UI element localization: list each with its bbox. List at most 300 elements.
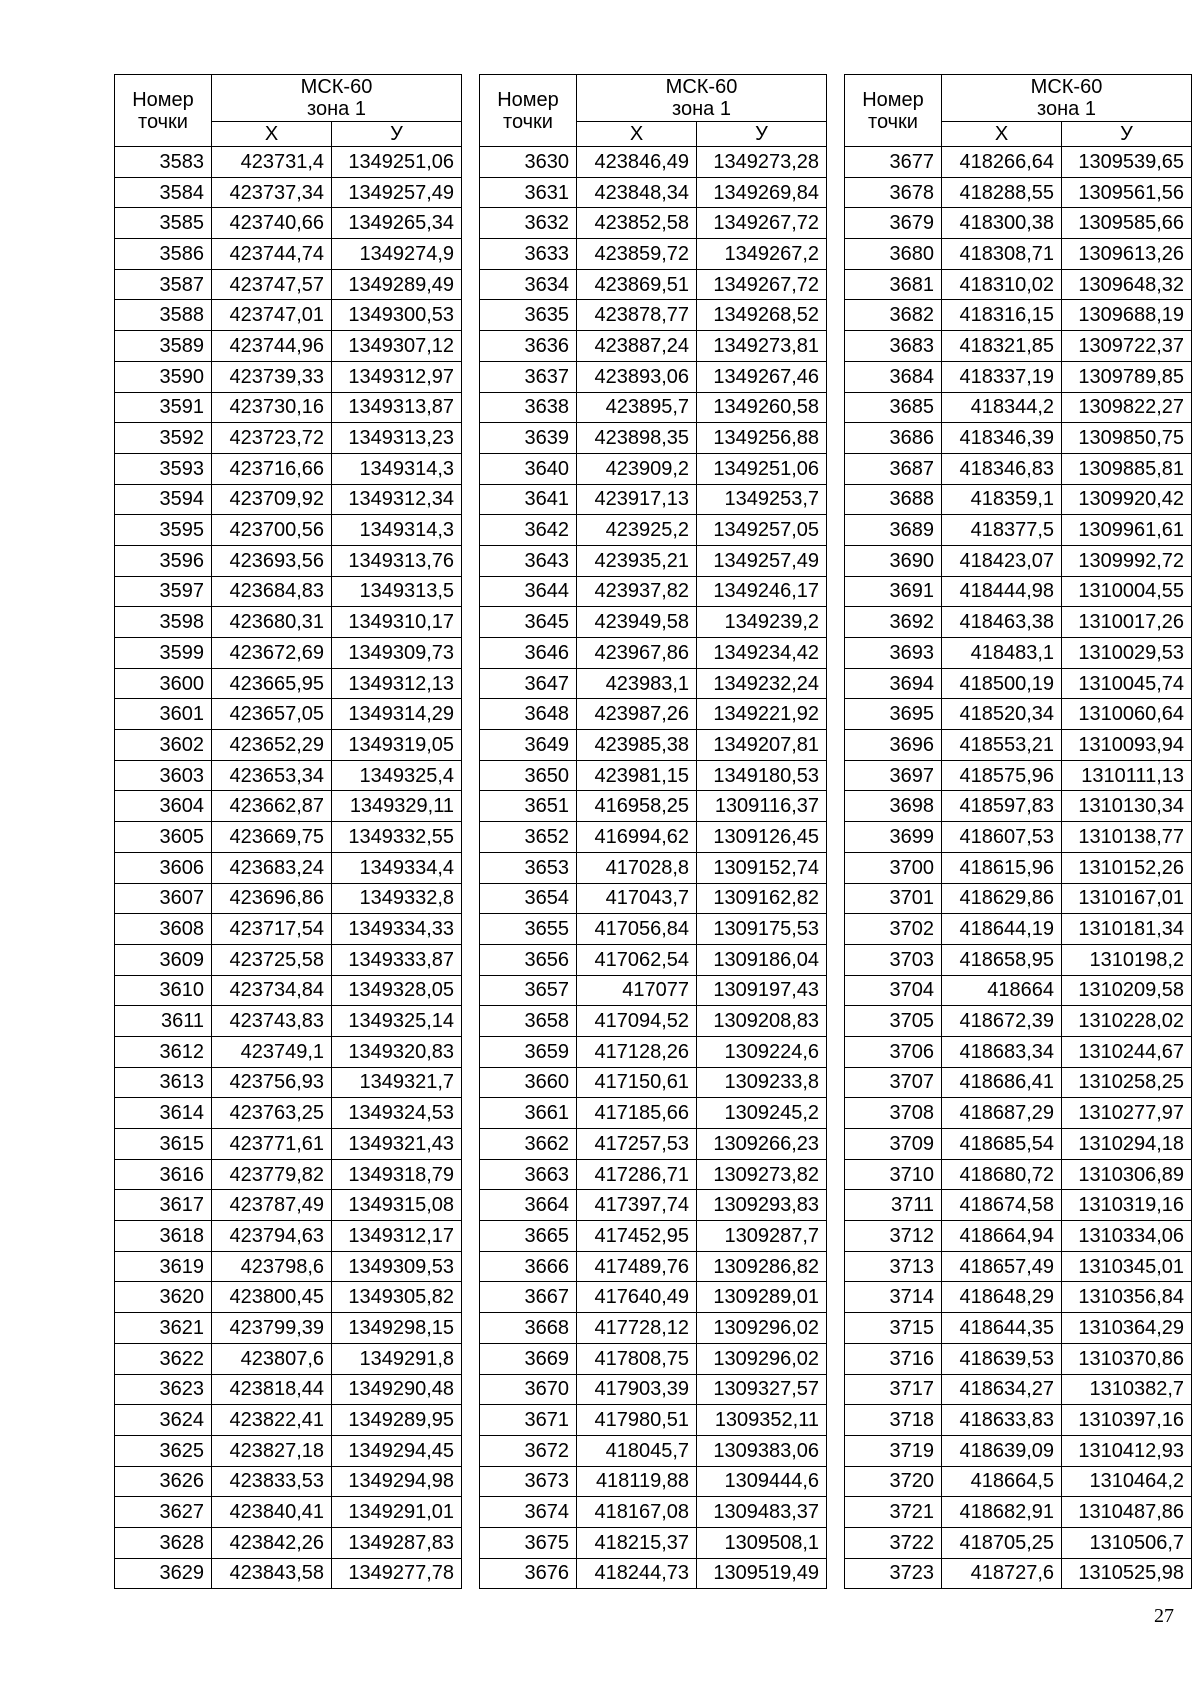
- table-row: [845, 1006, 1192, 1037]
- y-value-cell: 1309293,83: [697, 1190, 827, 1221]
- point-number-cell: 3671: [480, 1405, 577, 1436]
- y-value-cell: 1310130,34: [1062, 791, 1192, 822]
- table-row: [115, 975, 462, 1006]
- table-row: [845, 423, 1192, 454]
- x-value-cell: 418727,6: [942, 1558, 1062, 1589]
- x-value-cell: 418288,55: [942, 177, 1062, 208]
- point-number-cell: 3660: [480, 1067, 577, 1098]
- y-value-cell: 1310198,2: [1062, 944, 1192, 975]
- table-row: [115, 269, 462, 300]
- table-row: [480, 177, 827, 208]
- table-row: [115, 730, 462, 761]
- x-value-cell: 423717,54: [212, 914, 332, 945]
- x-value-cell: 418444,98: [942, 576, 1062, 607]
- table-row: [115, 208, 462, 239]
- point-number-cell: 3705: [845, 1006, 942, 1037]
- table-row: [115, 638, 462, 669]
- point-number-cell: 3626: [115, 1466, 212, 1497]
- y-column-header: У: [697, 122, 827, 147]
- y-value-cell: 1349260,58: [697, 392, 827, 423]
- table-row: [115, 1129, 462, 1160]
- y-value-cell: 1309539,65: [1062, 147, 1192, 178]
- point-number-cell: 3682: [845, 300, 942, 331]
- x-value-cell: 423744,96: [212, 331, 332, 362]
- table-row: [845, 914, 1192, 945]
- y-value-cell: 1349313,76: [332, 545, 462, 576]
- point-number-cell: 3615: [115, 1129, 212, 1160]
- y-value-cell: 1349253,7: [697, 484, 827, 515]
- point-number-cell: 3621: [115, 1313, 212, 1344]
- x-value-cell: 423818,44: [212, 1374, 332, 1405]
- point-number-cell: 3646: [480, 638, 577, 669]
- point-number-cell: 3630: [480, 147, 577, 178]
- x-value-cell: 418359,1: [942, 484, 1062, 515]
- x-value-cell: 418483,1: [942, 638, 1062, 669]
- table-row: [845, 1405, 1192, 1436]
- point-number-cell: 3658: [480, 1006, 577, 1037]
- x-value-cell: 418300,38: [942, 208, 1062, 239]
- point-number-cell: 3685: [845, 392, 942, 423]
- y-value-cell: 1349234,42: [697, 638, 827, 669]
- x-value-cell: 418644,35: [942, 1313, 1062, 1344]
- y-value-cell: 1310029,53: [1062, 638, 1192, 669]
- point-number-cell: 3601: [115, 699, 212, 730]
- x-value-cell: 423833,53: [212, 1466, 332, 1497]
- point-number-cell: 3684: [845, 361, 942, 392]
- table-row: [845, 1374, 1192, 1405]
- y-value-cell: 1349300,53: [332, 300, 462, 331]
- point-number-cell: 3633: [480, 239, 577, 270]
- x-value-cell: 418244,73: [577, 1558, 697, 1589]
- y-value-cell: 1309224,6: [697, 1036, 827, 1067]
- point-number-cell: 3694: [845, 668, 942, 699]
- table-row: [480, 1129, 827, 1160]
- point-number-cell: 3670: [480, 1374, 577, 1405]
- table-row: [845, 822, 1192, 853]
- point-number-cell: 3637: [480, 361, 577, 392]
- y-value-cell: 1349313,5: [332, 576, 462, 607]
- y-value-cell: 1309287,7: [697, 1221, 827, 1252]
- point-number-cell: 3650: [480, 760, 577, 791]
- x-value-cell: 418664,94: [942, 1221, 1062, 1252]
- y-value-cell: 1309126,45: [697, 822, 827, 853]
- table-row: [480, 392, 827, 423]
- x-value-cell: 418346,83: [942, 453, 1062, 484]
- x-value-cell: 423696,86: [212, 883, 332, 914]
- x-value-cell: 423878,77: [577, 300, 697, 331]
- point-number-cell: 3702: [845, 914, 942, 945]
- table-row: [845, 1313, 1192, 1344]
- x-value-cell: 418045,7: [577, 1435, 697, 1466]
- point-number-cell: 3627: [115, 1497, 212, 1528]
- x-value-cell: 423983,1: [577, 668, 697, 699]
- point-number-cell: 3715: [845, 1313, 942, 1344]
- x-value-cell: 418674,58: [942, 1190, 1062, 1221]
- table-row: [115, 760, 462, 791]
- point-number-cell: 3681: [845, 269, 942, 300]
- x-value-cell: 423683,24: [212, 852, 332, 883]
- x-value-cell: 423653,34: [212, 760, 332, 791]
- point-number-cell: 3587: [115, 269, 212, 300]
- table-row: [480, 1006, 827, 1037]
- y-value-cell: 1349294,98: [332, 1466, 462, 1497]
- table-row: [480, 883, 827, 914]
- table-row: [480, 1036, 827, 1067]
- table-row: [480, 822, 827, 853]
- table-body: [115, 147, 462, 1589]
- table-row: [115, 914, 462, 945]
- table-row: [845, 1558, 1192, 1589]
- y-value-cell: 1349232,24: [697, 668, 827, 699]
- table-row: [115, 1405, 462, 1436]
- y-value-cell: 1309152,74: [697, 852, 827, 883]
- x-value-cell: 418215,37: [577, 1527, 697, 1558]
- point-number-cell: 3706: [845, 1036, 942, 1067]
- point-number-cell: 3704: [845, 975, 942, 1006]
- y-value-cell: 1349287,83: [332, 1527, 462, 1558]
- table-row: [845, 883, 1192, 914]
- table-body: [845, 147, 1192, 1589]
- x-value-cell: 423898,35: [577, 423, 697, 454]
- point-number-cell: 3677: [845, 147, 942, 178]
- point-number-cell: 3588: [115, 300, 212, 331]
- x-value-cell: 418119,88: [577, 1466, 697, 1497]
- table-row: [480, 484, 827, 515]
- x-value-cell: 423985,38: [577, 730, 697, 761]
- y-value-cell: 1310464,2: [1062, 1466, 1192, 1497]
- x-value-cell: 423731,4: [212, 147, 332, 178]
- table-row: [845, 1343, 1192, 1374]
- x-value-cell: 418664: [942, 975, 1062, 1006]
- table-row: [480, 791, 827, 822]
- y-value-cell: 1310181,34: [1062, 914, 1192, 945]
- y-value-cell: 1349318,79: [332, 1159, 462, 1190]
- table-row: [115, 791, 462, 822]
- y-value-cell: 1309722,37: [1062, 331, 1192, 362]
- y-value-cell: 1309561,56: [1062, 177, 1192, 208]
- y-value-cell: 1309286,82: [697, 1251, 827, 1282]
- table-row: [845, 1129, 1192, 1160]
- point-number-cell: 3661: [480, 1098, 577, 1129]
- y-value-cell: 1310506,7: [1062, 1527, 1192, 1558]
- x-value-cell: 423798,6: [212, 1251, 332, 1282]
- y-value-cell: 1309885,81: [1062, 453, 1192, 484]
- table-row: [115, 668, 462, 699]
- y-value-cell: 1310244,67: [1062, 1036, 1192, 1067]
- point-number-cell: 3608: [115, 914, 212, 945]
- point-number-cell: 3624: [115, 1405, 212, 1436]
- y-value-cell: 1310487,86: [1062, 1497, 1192, 1528]
- point-number-cell: 3584: [115, 177, 212, 208]
- table-row: [480, 914, 827, 945]
- table-row: [115, 1313, 462, 1344]
- table-row: [115, 331, 462, 362]
- point-number-cell: 3635: [480, 300, 577, 331]
- point-number-cell: 3716: [845, 1343, 942, 1374]
- table-row: [845, 453, 1192, 484]
- point-number-cell: 3717: [845, 1374, 942, 1405]
- table-row: [480, 607, 827, 638]
- x-value-cell: 423937,82: [577, 576, 697, 607]
- y-value-cell: 1310397,16: [1062, 1405, 1192, 1436]
- y-value-cell: 1349268,52: [697, 300, 827, 331]
- x-value-cell: 418629,86: [942, 883, 1062, 914]
- table-row: [480, 730, 827, 761]
- x-value-cell: 418633,83: [942, 1405, 1062, 1436]
- x-value-cell: 423822,41: [212, 1405, 332, 1436]
- point-number-cell: 3648: [480, 699, 577, 730]
- x-value-cell: 418377,5: [942, 515, 1062, 546]
- y-value-cell: 1309289,01: [697, 1282, 827, 1313]
- table-row: [480, 1251, 827, 1282]
- y-value-cell: 1309383,06: [697, 1435, 827, 1466]
- y-value-cell: 1349313,87: [332, 392, 462, 423]
- table-row: [115, 239, 462, 270]
- table-row: [845, 545, 1192, 576]
- table-row: [480, 638, 827, 669]
- x-value-cell: 418344,2: [942, 392, 1062, 423]
- table-row: [480, 1313, 827, 1344]
- point-number-cell: 3710: [845, 1159, 942, 1190]
- point-number-cell: 3666: [480, 1251, 577, 1282]
- x-value-cell: 423709,92: [212, 484, 332, 515]
- coordinate-system-header: МСК-60 зона 1: [942, 75, 1192, 122]
- y-value-cell: 1349314,3: [332, 515, 462, 546]
- y-value-cell: 1349239,2: [697, 607, 827, 638]
- table-row: [480, 975, 827, 1006]
- point-number-cell: 3693: [845, 638, 942, 669]
- table-row: [845, 392, 1192, 423]
- point-number-header: Номер точки: [480, 75, 577, 147]
- point-number-cell: 3631: [480, 177, 577, 208]
- table-row: [845, 1036, 1192, 1067]
- point-number-cell: 3645: [480, 607, 577, 638]
- table-row: [845, 1527, 1192, 1558]
- table-row: [480, 944, 827, 975]
- y-value-cell: 1310152,26: [1062, 852, 1192, 883]
- x-value-cell: 423925,2: [577, 515, 697, 546]
- table-row: [115, 1006, 462, 1037]
- x-value-cell: 423672,69: [212, 638, 332, 669]
- x-value-cell: 423887,24: [577, 331, 697, 362]
- y-value-cell: 1349290,48: [332, 1374, 462, 1405]
- y-value-cell: 1349333,87: [332, 944, 462, 975]
- point-number-cell: 3703: [845, 944, 942, 975]
- table-row: [845, 269, 1192, 300]
- point-number-cell: 3613: [115, 1067, 212, 1098]
- y-value-cell: 1349289,49: [332, 269, 462, 300]
- y-column-header: У: [1062, 122, 1192, 147]
- x-value-cell: 418266,64: [942, 147, 1062, 178]
- point-number-cell: 3721: [845, 1497, 942, 1528]
- y-value-cell: 1349310,17: [332, 607, 462, 638]
- y-value-cell: 1309327,57: [697, 1374, 827, 1405]
- y-value-cell: 1309116,37: [697, 791, 827, 822]
- x-value-cell: 418658,95: [942, 944, 1062, 975]
- x-value-cell: 423737,34: [212, 177, 332, 208]
- table-row: [115, 1098, 462, 1129]
- x-value-cell: 418664,5: [942, 1466, 1062, 1497]
- table-row: [480, 1098, 827, 1129]
- point-number-cell: 3594: [115, 484, 212, 515]
- x-column-header: X: [942, 122, 1062, 147]
- coordinate-tables: [114, 74, 1192, 1589]
- y-value-cell: 1349332,55: [332, 822, 462, 853]
- coordinate-system-header: МСК-60 зона 1: [212, 75, 462, 122]
- y-value-cell: 1309648,32: [1062, 269, 1192, 300]
- point-number-cell: 3651: [480, 791, 577, 822]
- x-value-cell: 418682,91: [942, 1497, 1062, 1528]
- x-value-cell: 416994,62: [577, 822, 697, 853]
- x-value-cell: 423779,82: [212, 1159, 332, 1190]
- point-number-cell: 3656: [480, 944, 577, 975]
- table-row: [115, 1558, 462, 1589]
- table-row: [115, 1374, 462, 1405]
- x-column-header: X: [577, 122, 697, 147]
- x-value-cell: 423981,15: [577, 760, 697, 791]
- y-value-cell: 1349267,2: [697, 239, 827, 270]
- y-value-cell: 1349312,17: [332, 1221, 462, 1252]
- x-value-cell: 417185,66: [577, 1098, 697, 1129]
- y-value-cell: 1349321,7: [332, 1067, 462, 1098]
- x-value-cell: 423723,72: [212, 423, 332, 454]
- x-value-cell: 423734,84: [212, 975, 332, 1006]
- table-row: [845, 1466, 1192, 1497]
- x-value-cell: 418683,34: [942, 1036, 1062, 1067]
- x-value-cell: 423848,34: [577, 177, 697, 208]
- y-value-cell: 1349309,53: [332, 1251, 462, 1282]
- point-number-cell: 3695: [845, 699, 942, 730]
- point-number-cell: 3655: [480, 914, 577, 945]
- y-value-cell: 1349324,53: [332, 1098, 462, 1129]
- table-row: [480, 1527, 827, 1558]
- x-value-cell: 423684,83: [212, 576, 332, 607]
- x-value-cell: 418423,07: [942, 545, 1062, 576]
- table-row: [845, 1282, 1192, 1313]
- x-value-cell: 418463,38: [942, 607, 1062, 638]
- table-row: [480, 545, 827, 576]
- coordinate-table-1: [114, 74, 462, 1589]
- y-value-cell: 1310294,18: [1062, 1129, 1192, 1160]
- point-number-cell: 3665: [480, 1221, 577, 1252]
- x-value-cell: 416958,25: [577, 791, 697, 822]
- x-value-cell: 418705,25: [942, 1527, 1062, 1558]
- y-value-cell: 1349257,49: [697, 545, 827, 576]
- table-row: [115, 1435, 462, 1466]
- point-number-cell: 3589: [115, 331, 212, 362]
- point-number-cell: 3609: [115, 944, 212, 975]
- table-row: [480, 1343, 827, 1374]
- table-row: [480, 760, 827, 791]
- point-number-cell: 3691: [845, 576, 942, 607]
- point-number-cell: 3662: [480, 1129, 577, 1160]
- table-row: [845, 1435, 1192, 1466]
- point-number-cell: 3614: [115, 1098, 212, 1129]
- y-value-cell: 1349312,34: [332, 484, 462, 515]
- y-value-cell: 1309822,27: [1062, 392, 1192, 423]
- y-value-cell: 1349180,53: [697, 760, 827, 791]
- coordinate-table-3: [844, 74, 1192, 1589]
- point-number-cell: 3599: [115, 638, 212, 669]
- x-value-cell: 423949,58: [577, 607, 697, 638]
- y-value-cell: 1349334,33: [332, 914, 462, 945]
- point-number-cell: 3686: [845, 423, 942, 454]
- x-value-cell: 423787,49: [212, 1190, 332, 1221]
- y-value-cell: 1349277,78: [332, 1558, 462, 1589]
- x-value-cell: 423756,93: [212, 1067, 332, 1098]
- y-value-cell: 1349291,01: [332, 1497, 462, 1528]
- x-value-cell: 418607,53: [942, 822, 1062, 853]
- x-value-cell: 418500,19: [942, 668, 1062, 699]
- point-number-cell: 3605: [115, 822, 212, 853]
- x-value-cell: 423739,33: [212, 361, 332, 392]
- table-row: [845, 975, 1192, 1006]
- point-number-header: Номер точки: [845, 75, 942, 147]
- point-number-cell: 3640: [480, 453, 577, 484]
- x-value-cell: 423665,95: [212, 668, 332, 699]
- y-value-cell: 1309245,2: [697, 1098, 827, 1129]
- y-value-cell: 1349273,28: [697, 147, 827, 178]
- point-number-cell: 3583: [115, 147, 212, 178]
- y-value-cell: 1349257,49: [332, 177, 462, 208]
- table-row: [480, 331, 827, 362]
- point-number-cell: 3618: [115, 1221, 212, 1252]
- table-row: [480, 1159, 827, 1190]
- table-row: [845, 1251, 1192, 1282]
- point-number-cell: 3673: [480, 1466, 577, 1497]
- point-number-cell: 3636: [480, 331, 577, 362]
- table-row: [115, 1343, 462, 1374]
- table-row: [845, 668, 1192, 699]
- x-value-cell: 423843,58: [212, 1558, 332, 1589]
- x-value-cell: 417640,49: [577, 1282, 697, 1313]
- point-number-cell: 3689: [845, 515, 942, 546]
- point-number-cell: 3720: [845, 1466, 942, 1497]
- y-value-cell: 1309162,82: [697, 883, 827, 914]
- point-number-cell: 3585: [115, 208, 212, 239]
- point-number-cell: 3678: [845, 177, 942, 208]
- y-value-cell: 1310525,98: [1062, 1558, 1192, 1589]
- y-value-cell: 1349221,92: [697, 699, 827, 730]
- x-value-cell: 423744,74: [212, 239, 332, 270]
- x-value-cell: 417903,39: [577, 1374, 697, 1405]
- x-value-cell: 417056,84: [577, 914, 697, 945]
- y-value-cell: 1309266,23: [697, 1129, 827, 1160]
- y-value-cell: 1309352,11: [697, 1405, 827, 1436]
- point-number-cell: 3643: [480, 545, 577, 576]
- x-value-cell: 423747,01: [212, 300, 332, 331]
- table-row: [480, 668, 827, 699]
- y-value-cell: 1349267,46: [697, 361, 827, 392]
- table-row: [115, 515, 462, 546]
- table-row: [115, 484, 462, 515]
- y-value-cell: 1310209,58: [1062, 975, 1192, 1006]
- y-value-cell: 1349269,84: [697, 177, 827, 208]
- point-number-cell: 3679: [845, 208, 942, 239]
- x-value-cell: 423657,05: [212, 699, 332, 730]
- point-number-cell: 3641: [480, 484, 577, 515]
- y-value-cell: 1349298,15: [332, 1313, 462, 1344]
- y-value-cell: 1349321,43: [332, 1129, 462, 1160]
- y-value-cell: 1349305,82: [332, 1282, 462, 1313]
- point-number-cell: 3590: [115, 361, 212, 392]
- x-value-cell: 423730,16: [212, 392, 332, 423]
- point-number-cell: 3632: [480, 208, 577, 239]
- point-number-cell: 3711: [845, 1190, 942, 1221]
- x-value-cell: 423895,7: [577, 392, 697, 423]
- y-value-cell: 1309613,26: [1062, 239, 1192, 270]
- y-value-cell: 1310364,29: [1062, 1313, 1192, 1344]
